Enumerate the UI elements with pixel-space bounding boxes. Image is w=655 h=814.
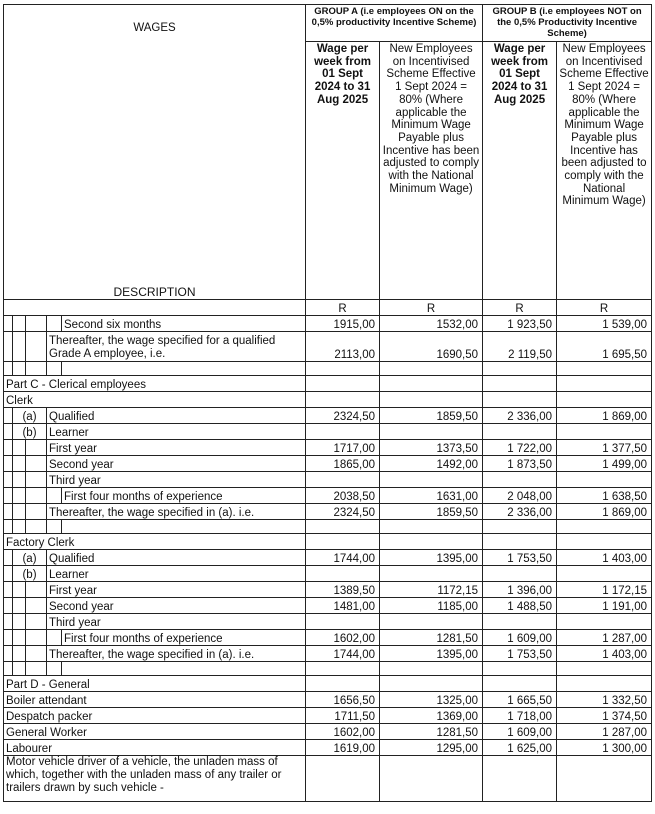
table-row: Despatch packer 1711,50 1369,00 1 718,00 1 374,50 — [4, 708, 652, 724]
table-row: Labourer 1619,00 1295,00 1 625,00 1 300,00 — [4, 740, 652, 756]
currency-row: R R R R — [4, 300, 652, 316]
table-row: Thereafter, the wage specified in (a). i.e. 1744,00 1395,00 1 753,50 1 403,00 — [4, 646, 652, 662]
spacer-row — [4, 520, 652, 534]
table-row: First four months of experience 2038,50 1631,00 2 048,00 1 638,50 — [4, 488, 652, 504]
table-row: Motor vehicle driver of a vehicle, the unladen mass of which, together with the unladen mass of any trailer or trailers drawn by such vehicle - — [4, 756, 652, 802]
table-row: Thereafter, the wage specified in (a). i.e. 2324,50 1859,50 2 336,00 1 869,00 — [4, 504, 652, 520]
table-row: Third year — [4, 472, 652, 488]
subsection-heading: Factory Clerk — [4, 534, 652, 550]
section-heading: Part C - Clerical employees — [4, 376, 652, 392]
table-row: First four months of experience 1602,00 1281,50 1 609,00 1 287,00 — [4, 630, 652, 646]
wages-heading: WAGES — [4, 5, 306, 42]
spacer-row — [4, 662, 652, 676]
group-a-heading: GROUP A (i.e employees ON on the 0,5% productivity Incentive Scheme) — [306, 5, 483, 42]
table-row: Second year 1481,00 1185,00 1 488,50 1 191,00 — [4, 598, 652, 614]
table-row: (b) Learner — [4, 424, 652, 440]
table-row: Second six months 1915,00 1532,00 1 923,50 1 539,00 — [4, 316, 652, 332]
table-row: First year 1389,50 1172,15 1 396,00 1 172,15 — [4, 582, 652, 598]
subsection-heading: Clerk — [4, 392, 652, 408]
group-b-heading: GROUP B (i.e employees NOT on the 0,5% Productivity Incentive Scheme) — [483, 5, 652, 42]
spacer-row — [4, 362, 652, 376]
table-row: Boiler attendant 1656,50 1325,00 1 665,50 1 332,50 — [4, 692, 652, 708]
table-row: (b) Learner — [4, 566, 652, 582]
col-new-b: New Employees on Incentivised Scheme Effective 1 Sept 2024 = 80% (Where applicable the Minimum Wage Payable plus Incentive has been adjusted to comply with the National Minimum Wage) — [557, 42, 652, 300]
table-row: (a) Qualified 2324,50 1859,50 2 336,00 1 869,00 — [4, 408, 652, 424]
table-row: Second year 1865,00 1492,00 1 873,50 1 499,00 — [4, 456, 652, 472]
description-heading: DESCRIPTION — [4, 42, 306, 300]
table-row: First year 1717,00 1373,50 1 722,00 1 377,50 — [4, 440, 652, 456]
wage-table — [3, 4, 652, 802]
table-row: Third year — [4, 614, 652, 630]
table-row: (a) Qualified 1744,00 1395,00 1 753,50 1 403,00 — [4, 550, 652, 566]
table-row: Thereafter, the wage specified for a qualified Grade A employee, i.e. 2113,00 1690,50 2 119,50 1 695,50 — [4, 332, 652, 362]
table-row: General Worker 1602,00 1281,50 1 609,00 1 287,00 — [4, 724, 652, 740]
col-new-a: New Employees on Incentivised Scheme Effective 1 Sept 2024 = 80% (Where applicable the Minimum Wage Payable plus Incentive has been adjusted to comply with the National Minimum Wage) — [380, 42, 483, 300]
col-wage-b: Wage per week from 01 Sept 2024 to 31 Aug 2025 — [483, 42, 557, 300]
col-wage-a: Wage per week from 01 Sept 2024 to 31 Aug 2025 — [306, 42, 380, 300]
section-heading: Part D - General — [4, 676, 652, 692]
